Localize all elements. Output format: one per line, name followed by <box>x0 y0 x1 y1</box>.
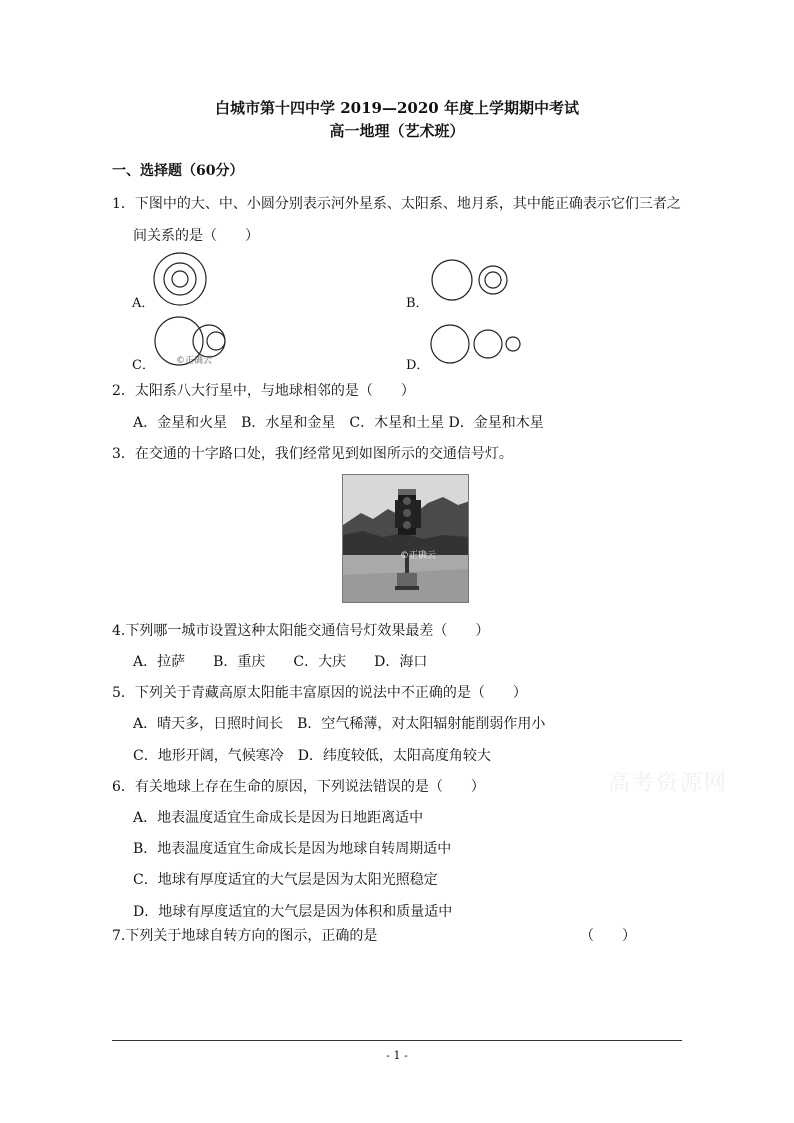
q6-option-d: D．地球有厚度适宜的大气层是因为体积和质量适中 <box>133 904 453 920</box>
q2-options: A．金星和火星 B．水星和金星 C．木星和土星 D．金星和木星 <box>133 415 544 431</box>
q4-stem: 4.下列哪一城市设置这种太阳能交通信号灯效果最差（ ） <box>112 623 490 639</box>
q1-option-c-label: C． <box>132 358 155 373</box>
q5-options-ab: A．晴天多，日照时间长 B．空气稀薄，对太阳辐射能削弱作用小 <box>133 716 546 732</box>
footer-divider <box>112 1040 682 1041</box>
q6-option-a: A．地表温度适宜生命成长是因为日地距离适中 <box>133 810 424 826</box>
exam-title: 白城市第十四中学 2019—2020 年度上学期期中考试 <box>215 99 579 117</box>
q5-options-cd: C．地形开阔，气候寒冷 D．纬度较低，太阳高度角较大 <box>133 748 491 764</box>
q1-option-b-label: B． <box>406 296 429 311</box>
q7-stem: 7.下列关于地球自转方向的图示，正确的是 <box>112 928 378 944</box>
q4-options: A．拉萨 B．重庆 C．大庆 D．海口 <box>133 654 428 670</box>
exam-subtitle: 高一地理（艺术班） <box>329 122 465 140</box>
q1-diagram-a <box>150 250 210 310</box>
section-heading: 一、选择题（60分） <box>112 163 244 179</box>
traffic-light-photo <box>342 474 469 603</box>
q7-answer-blank: （ ） <box>580 928 636 944</box>
q5-stem: 5．下列关于青藏高原太阳能丰富原因的说法中不正确的是（ ） <box>112 685 527 701</box>
q3-stem: 3．在交通的十字路口处，我们经常见到如图所示的交通信号灯。 <box>112 446 513 462</box>
q1-stem-line2: 间关系的是（ ） <box>133 228 259 244</box>
watermark-text: ©正确云 <box>176 356 213 366</box>
q1-option-d-label: D． <box>406 358 430 373</box>
q1-stem-line1: 1．下图中的大、中、小圆分别表示河外星系、太阳系、地月系，其中能正确表示它们三者之 <box>112 196 681 212</box>
faint-watermark: 高考资源网 <box>608 771 729 796</box>
q1-diagram-d <box>428 320 523 368</box>
q2-stem: 2．太阳系八大行星中，与地球相邻的是（ ） <box>112 383 415 399</box>
q1-option-a-label: A． <box>132 296 155 311</box>
q6-option-c: C．地球有厚度适宜的大气层是因为太阳光照稳定 <box>133 872 438 888</box>
page-number: - 1 - <box>386 1049 408 1062</box>
q6-stem: 6．有关地球上存在生命的原因，下列说法错误的是（ ） <box>112 779 485 795</box>
photo-watermark: ©正确云 <box>400 551 437 561</box>
q1-diagram-b <box>428 256 518 306</box>
q6-option-b: B．地表温度适宜生命成长是因为地球自转周期适中 <box>133 841 452 857</box>
traffic-light-illustration <box>343 475 469 603</box>
